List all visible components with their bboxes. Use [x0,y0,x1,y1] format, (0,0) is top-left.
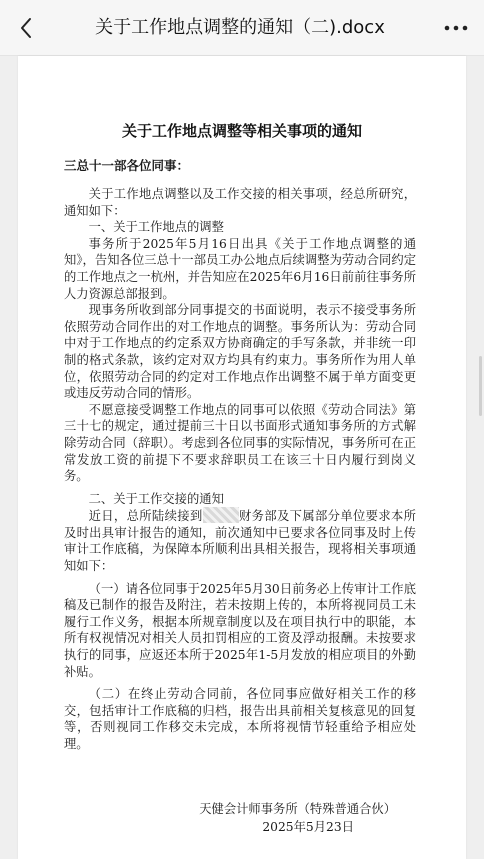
paragraph-4-start: 近日，总所陆续接到 [88,509,203,524]
section-heading-2: 二、关于工作交接的通知 [88,491,224,506]
document-body [64,186,416,753]
signature-date: 2025年5月23日 [262,820,354,834]
back-button[interactable] [8,10,44,46]
paragraph-6: （二）在终止劳动合同前，各位同事应做好相关工作的移交，包括审计工作底稿的归档，报告出具前相关复核意见的回复等，否则视同工作移交未完成，本所将视情节轻重给予相应处理。 [64,687,416,751]
section-heading-1: 一、关于工作地点的调整 [88,220,224,235]
paragraph-4-end: 财务部及下属部分单位要求本所及时出具审计报告的通知，前次通知中已要求各位同事及时上传审计工作底稿，为保障本所顺利出具相关报告，现将相关事项通知如下： [64,509,416,574]
paragraph-3: 不愿意接受调整工作地点的同事可以依照《劳动合同法》第三十七的规定，通过提前三十日以书面形式通知事务所的方式解除劳动合同（辞职）。考虑到各位同事的实际情况，事务所可在正常发放工资的前提下不要求辞职员工在该三十日内履行到岗义务。 [64,402,416,484]
signature-block [18,800,466,836]
salutation: 三总十一部各位同事： [64,158,190,173]
intro-paragraph: 关于工作地点调整以及工作交接的相关事项，经总所研究，通知如下： [64,187,416,218]
document-page [18,56,466,859]
paragraph-1: 事务所于2025年5月16日出具《关于工作地点调整的通知》，告知各位三总十一部员工办公地点后续调整为劳动合同约定的工作地点之一杭州，并告知应在2025年6月16日前前往事务所人力资源总部报到。 [64,236,416,301]
document-heading: 关于工作地点调整等相关事项的通知 [121,122,362,140]
paragraph-5: （一）请各位同事于2025年5月30日前务必上传审计工作底稿及已制作的报告及附注，若未按期上传的，本所将视同员工未履行工作义务，根据本所规章制度以及在项目执行中的职能，本所有权视情况对相关人员扣罚相应的工资及浮动报酬。未按要求执行的同事，应返还本所于2025年1-5月发放的相应项目的外勤补贴。 [64,581,416,679]
chevron-left-icon [19,17,33,39]
more-horizontal-icon [444,25,468,31]
paragraph-2: 现事务所收到部分同事提交的书面说明，表示不接受事务所依照劳动合同作出的对工作地点的调整。事务所认为：劳动合同中对于工作地点的约定系双方协商确定的手写条款，并非统一印制的格式条款，该约定对双方均具有约束力。事务所作为用人单位，依照劳动合同的约定对工作地点作出调整不属于单方面变更或违反劳动合同的情形。 [64,303,416,401]
paragraph-4 [64,507,416,574]
more-options-button[interactable] [436,10,476,46]
redacted-block [203,507,239,523]
document-file-title: 关于工作地点调整的通知（二).docx [95,17,385,38]
signature-firm: 天健会计师事务所（特殊普通合伙） [199,802,396,816]
scrollbar[interactable] [479,356,482,416]
document-viewer[interactable] [0,56,484,859]
top-navigation-bar [0,0,484,56]
